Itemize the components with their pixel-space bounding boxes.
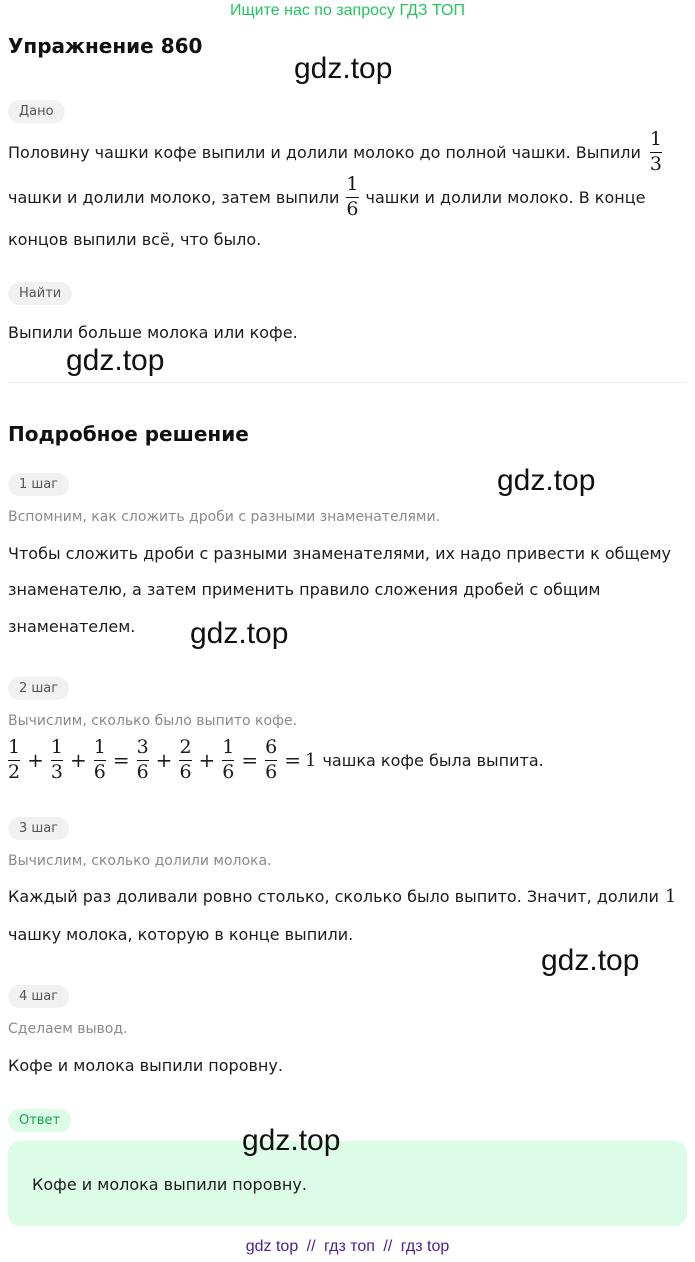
answer-text: Кофе и молока выпили поровну. bbox=[32, 1175, 307, 1194]
fraction-three-sixths bbox=[137, 738, 149, 783]
section-divider bbox=[8, 382, 687, 383]
fraction-two-sixths bbox=[179, 738, 191, 783]
given-line-1 bbox=[8, 130, 665, 175]
equals-sign: = bbox=[284, 748, 302, 773]
step-chip-label: 3 шаг bbox=[8, 817, 69, 840]
fraction-denominator: 6 bbox=[93, 760, 106, 783]
step-1-chip bbox=[8, 473, 69, 496]
equals-sign: = bbox=[112, 748, 130, 773]
watermark: gdz.top bbox=[190, 617, 289, 650]
step-4-text: Кофе и молока выпили поровну. bbox=[8, 1056, 283, 1075]
exercise-title: Упражнение 860 bbox=[8, 34, 203, 58]
fraction-denominator: 2 bbox=[8, 760, 21, 783]
step-chip-label: 4 шаг bbox=[8, 985, 69, 1008]
fraction-one-sixth bbox=[222, 738, 234, 783]
fraction-denominator: 6 bbox=[222, 760, 235, 783]
fraction-denominator: 3 bbox=[649, 152, 662, 175]
fraction-numerator: 1 bbox=[93, 736, 106, 758]
watermark: gdz.top bbox=[497, 464, 596, 497]
plus-sign: + bbox=[27, 748, 44, 773]
fraction-numerator: 1 bbox=[50, 736, 63, 758]
given-line-3: концов выпили всё, что было. bbox=[8, 230, 262, 249]
find-chip-label: Найти bbox=[8, 282, 72, 305]
fraction-numerator: 3 bbox=[136, 736, 149, 758]
fraction-one-third bbox=[51, 738, 63, 783]
fraction-numerator: 2 bbox=[179, 736, 192, 758]
given-line-2-text-a: чашки и долили молоко, затем выпили bbox=[8, 187, 340, 207]
given-section-chip bbox=[8, 100, 65, 123]
step-3-line-1-text: Каждый раз доливали ровно столько, сколько было выпито. Значит, долили bbox=[8, 887, 659, 906]
plus-sign: + bbox=[198, 748, 216, 773]
fraction-six-sixths bbox=[265, 738, 277, 783]
equals-sign: = bbox=[241, 748, 259, 773]
search-banner: Ищите нас по запросу ГДЗ ТОП bbox=[230, 2, 465, 19]
fraction-one-half bbox=[8, 738, 20, 783]
step-1-line-3: знаменателем. bbox=[8, 617, 136, 636]
step-3-line-2: чашку молока, которую в конце выпили. bbox=[8, 925, 354, 944]
footer-link-gdz-top-ru[interactable]: гдз топ bbox=[324, 1238, 375, 1255]
given-line-1-text: Половину чашки кофе выпили и долили молоко до полной чашки. Выпили bbox=[8, 142, 641, 162]
step-4-hint: Сделаем вывод. bbox=[8, 1021, 128, 1037]
step-2-suffix: чашка кофе была выпита. bbox=[322, 750, 544, 770]
given-chip-label: Дано bbox=[8, 100, 65, 123]
fraction-denominator: 3 bbox=[50, 760, 63, 783]
step-2-chip bbox=[8, 677, 69, 700]
footer-separator: // bbox=[383, 1238, 393, 1255]
step-chip-label: 1 шаг bbox=[8, 473, 69, 496]
fraction-numerator: 6 bbox=[265, 736, 278, 758]
coffee-sum-equation bbox=[8, 738, 544, 783]
step-chip-label: 2 шаг bbox=[8, 677, 69, 700]
footer-link-gdz-top-mixed[interactable]: гдз top bbox=[400, 1238, 450, 1255]
watermark: gdz.top bbox=[66, 344, 165, 377]
answer-chip-label: Ответ bbox=[8, 1109, 71, 1132]
footer-links bbox=[0, 1238, 695, 1256]
footer-separator: // bbox=[306, 1238, 316, 1255]
fraction-denominator: 6 bbox=[346, 197, 359, 220]
fraction-numerator: 1 bbox=[346, 173, 359, 195]
given-line-2-text-b: чашки и долили молоко. В конце bbox=[365, 187, 646, 207]
watermark: gdz.top bbox=[242, 1124, 341, 1157]
fraction-numerator: 1 bbox=[649, 128, 662, 150]
fraction-numerator: 1 bbox=[222, 736, 235, 758]
fraction-one-third bbox=[650, 130, 662, 175]
step-4-chip bbox=[8, 985, 69, 1008]
fraction-one-sixth bbox=[346, 175, 358, 220]
answer-chip bbox=[8, 1109, 71, 1132]
watermark: gdz.top bbox=[541, 944, 640, 977]
watermark: gdz.top bbox=[294, 52, 393, 85]
step-3-chip bbox=[8, 817, 69, 840]
step-2-hint: Вычислим, сколько было выпито кофе. bbox=[8, 713, 298, 729]
plus-sign: + bbox=[69, 748, 87, 773]
footer-link-gdz-top[interactable]: gdz top bbox=[245, 1238, 299, 1255]
fraction-one-sixth bbox=[94, 738, 106, 783]
step-1-line-2: знаменателю, а затем применить правило сложения дробей с общим bbox=[8, 580, 601, 599]
solution-title: Подробное решение bbox=[8, 422, 249, 446]
fraction-denominator: 6 bbox=[265, 760, 278, 783]
step-1-line-1: Чтобы сложить дроби с разными знаменателями, их надо привести к общему bbox=[8, 544, 671, 563]
given-line-2 bbox=[8, 175, 645, 220]
step-3-line-1 bbox=[8, 886, 676, 907]
result-number: 1 bbox=[305, 749, 317, 771]
fraction-denominator: 6 bbox=[136, 760, 149, 783]
find-section-chip bbox=[8, 282, 72, 305]
step-3-hint: Вычислим, сколько долили молока. bbox=[8, 853, 272, 869]
plus-sign: + bbox=[155, 748, 173, 773]
find-text: Выпили больше молока или кофе. bbox=[8, 323, 298, 342]
number-one: 1 bbox=[664, 886, 677, 907]
step-1-hint: Вспомним, как сложить дроби с разными знаменателями. bbox=[8, 509, 441, 525]
fraction-numerator: 1 bbox=[8, 736, 21, 758]
fraction-denominator: 6 bbox=[179, 760, 192, 783]
